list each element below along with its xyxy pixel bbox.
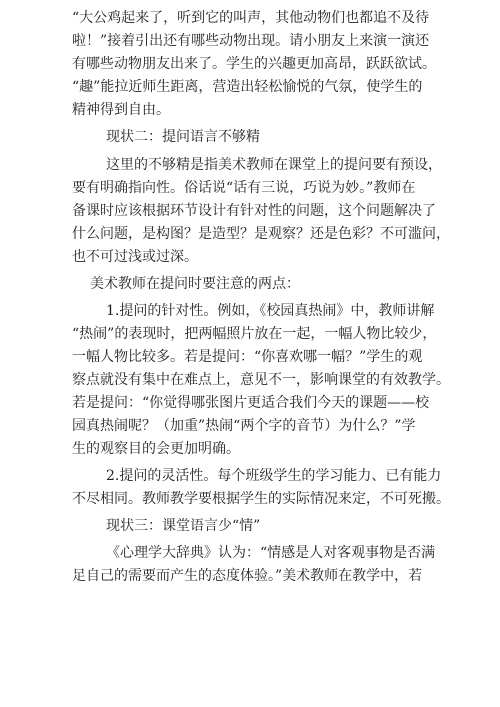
- text-line: 《心理学大辞典》认为：“情感是人对客观事物是否满: [106, 545, 436, 561]
- text-line: 有哪些动物朋友出来了。学生的兴趣更加高昂，跃跃欲试。: [72, 56, 436, 72]
- text-line: 足自己的需要而产生的态度体验。”美术教师在教学中，若: [72, 568, 423, 584]
- section-heading: 现状三：课堂语言少“情”: [106, 518, 261, 534]
- text-line: 美术教师在提问时要注意的两点：: [90, 276, 300, 292]
- text-line: 生的观察目的会更加明确。: [72, 441, 240, 457]
- section-heading: 现状二：提问语言不够精: [106, 129, 260, 145]
- text-line: 也不可过浅或过深。: [72, 249, 198, 265]
- text-line: “大公鸡起来了，听到它的叫声，其他动物们也都追不及待: [72, 10, 430, 26]
- text-line: 2.提问的灵活性。每个班级学生的学习能力、已有能力: [106, 468, 442, 484]
- text-line: 啦！”接着引出还有哪些动物出现。请小朋友上来演一演还: [72, 33, 430, 49]
- text-line: 备课时应该根据环节设计有针对性的问题，这个问题解决了: [72, 203, 436, 219]
- text-line: 要有明确指向性。俗话说“话有三说，巧说为妙。”教师在: [72, 180, 416, 196]
- text-line: “热闹”的表现时，把两幅照片放在一起，一幅人物比较少，: [72, 326, 437, 342]
- text-line: 一幅人物比较多。若是提问：“你喜欢哪一幅？”学生的观: [72, 349, 423, 365]
- text-line: 不尽相同。教师教学要根据学生的实际情况来定，不可死搬。: [72, 491, 450, 507]
- text-line: 察点就没有集中在难点上，意见不一，影响课堂的有效教学。: [72, 372, 450, 388]
- text-line: “趣”能拉近师生距离，营造出轻松愉悦的气氛，使学生的: [72, 79, 423, 95]
- text-line: 什么问题，是构图？是造型？是观察？还是色彩？不可滥问，: [72, 226, 450, 242]
- text-line: 园真热闹呢？（加重”热闹“两个字的音节）为什么？”学: [72, 418, 416, 434]
- text-line: 精神得到自由。: [72, 102, 170, 118]
- text-line: 1.提问的针对性。例如，《校园真热闹》中，教师讲解: [106, 303, 435, 319]
- text-line: 这里的不够精是指美术教师在课堂上的提问要有预设，: [106, 157, 442, 173]
- text-line: 若是提问：“你觉得哪张图片更适合我们今天的课题——校: [72, 395, 430, 411]
